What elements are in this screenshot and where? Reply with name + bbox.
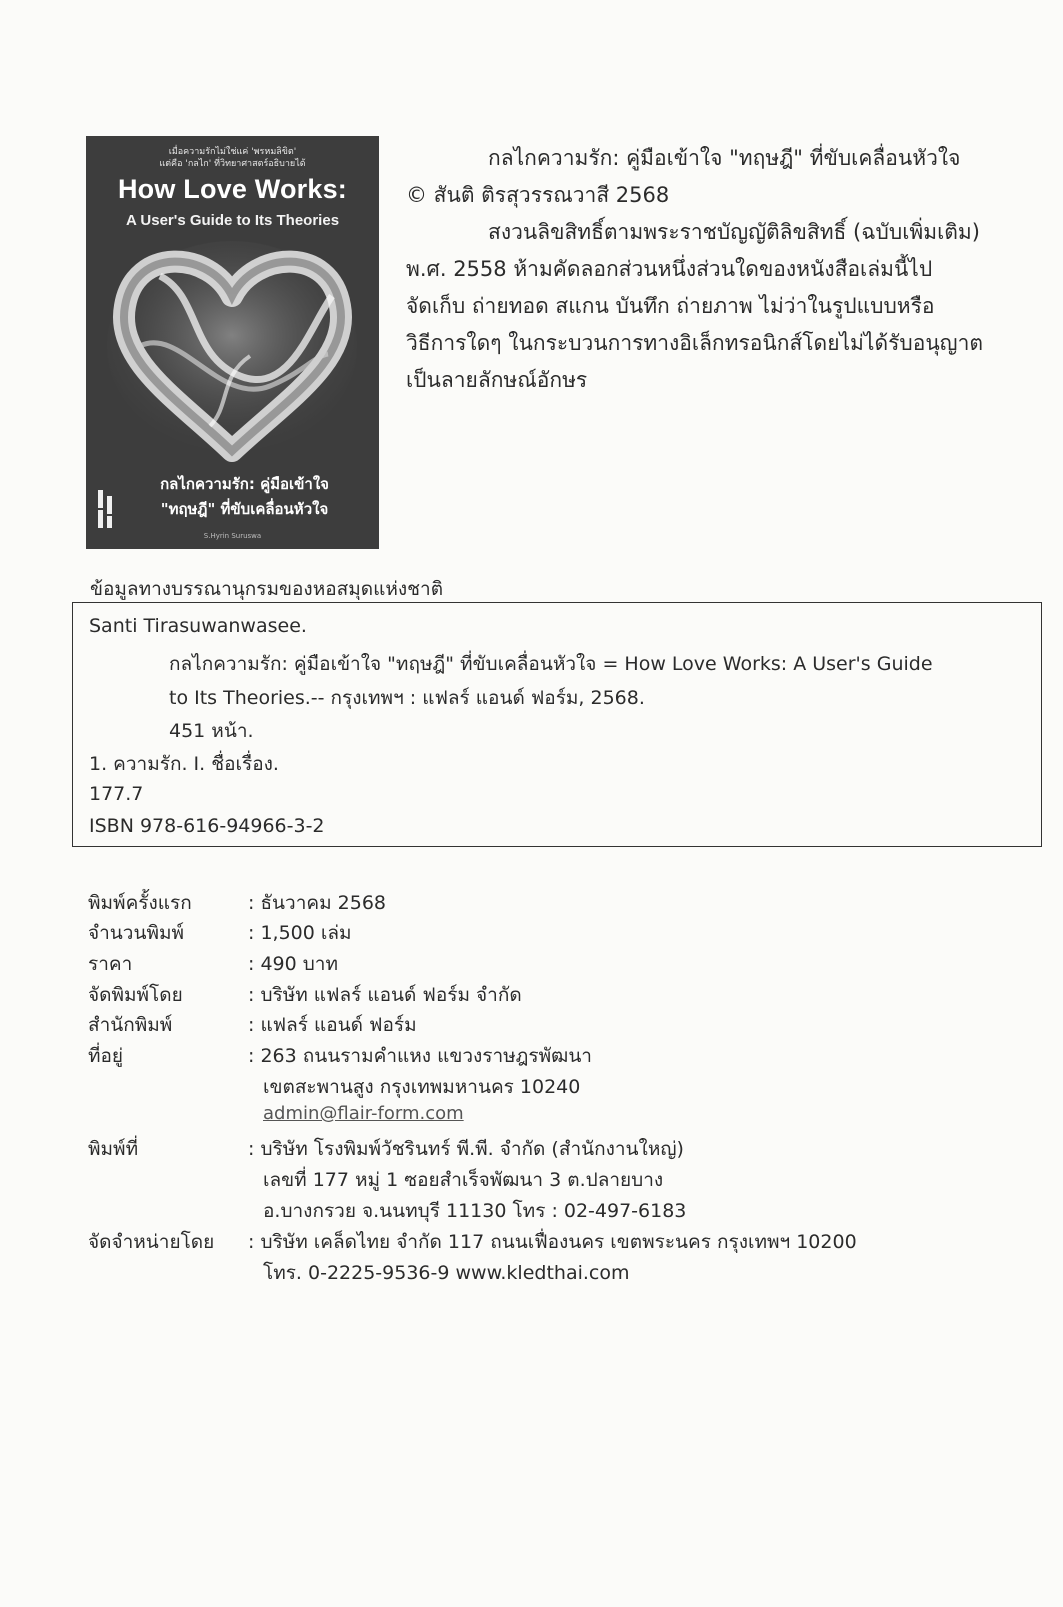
imprint-value: : แฟลร์ แอนด์ ฟอร์ม: [248, 1014, 417, 1036]
cip-pages: 451 หน้า.: [169, 720, 254, 742]
copyright-book-title: กลไกความรัก: คู่มือเข้าใจ "ทฤษฎี" ที่ขับเคลื่อนหัวใจ: [488, 146, 961, 170]
copyright-text-line: พ.ศ. 2558 ห้ามคัดลอกส่วนหนึ่งส่วนใดของหนังสือเล่มนี้ไป: [406, 257, 933, 281]
address-value-line-1: : 263 ถนนรามคำแหง แขวงราษฎรพัฒนา: [248, 1045, 592, 1067]
price-value: : 490 บาท: [248, 953, 338, 975]
copyright-text-line: วิธีการใดๆ ในกระบวนการทางอิเล็กทรอนิกส์โดยไม่ได้รับอนุญาต: [406, 331, 983, 355]
cip-classification: 177.7: [89, 783, 144, 805]
printer-value-line-3: อ.บางกรวย จ.นนทบุรี 11130 โทร : 02-497-6183: [263, 1200, 687, 1222]
cip-title-line-2: to Its Theories.-- กรุงเทพฯ : แฟลร์ แอนด์ ฟอร์ม, 2568.: [169, 687, 645, 709]
book-cover-image: [86, 136, 379, 549]
first-print-value: : ธันวาคม 2568: [248, 892, 386, 914]
cip-isbn: ISBN 978-616-94966-3-2: [89, 815, 325, 837]
printer-value-line-2: เลขที่ 177 หมู่ 1 ซอยสำเร็จพัฒนา 3 ต.ปลายบาง: [263, 1169, 664, 1191]
email-link[interactable]: admin@flair-form.com: [263, 1103, 464, 1124]
publisher-by-label: จัดพิมพ์โดย: [88, 984, 183, 1006]
publisher-by-value: : บริษัท แฟลร์ แอนด์ ฟอร์ม จำกัด: [248, 984, 522, 1006]
printer-value-line-1: : บริษัท โรงพิมพ์วัชรินทร์ พี.พี. จำกัด (สำนักงานใหญ่): [248, 1138, 684, 1160]
cip-heading: ข้อมูลทางบรรณานุกรมของหอสมุดแห่งชาติ: [90, 578, 444, 600]
copyright-statement: [406, 140, 1018, 399]
copyright-text-line: สงวนลิขสิทธิ์ตามพระราชบัญญัติลิขสิทธิ์ (ฉบับเพิ่มเติม): [488, 220, 980, 244]
copies-value: : 1,500 เล่ม: [248, 922, 352, 944]
address-label: ที่อยู่: [88, 1045, 124, 1067]
cover-thai-title-line-2: "ทฤษฎี" ที่ขับเคลื่อนหัวใจ: [160, 500, 329, 518]
cover-title: How Love Works:: [117, 174, 348, 204]
copyright-text-line: จัดเก็บ ถ่ายทอด สแกน บันทึก ถ่ายภาพ ไม่ว่าในรูปแบบหรือ: [406, 294, 935, 318]
cover-author: S.Hyrin Suruswa: [203, 532, 262, 540]
cover-tagline-line-2: แต่คือ 'กลไก' ที่วิทยาศาสตร์อธิบายได้: [159, 159, 306, 169]
cip-author: Santi Tirasuwanwasee.: [89, 615, 307, 637]
printer-label: พิมพ์ที่: [88, 1138, 139, 1160]
price-label: ราคา: [88, 953, 133, 975]
imprint-label: สำนักพิมพ์: [88, 1014, 173, 1036]
address-value-line-2: เขตสะพานสูง กรุงเทพมหานคร 10240: [263, 1076, 581, 1098]
copies-label: จำนวนพิมพ์: [88, 922, 185, 944]
copyright-holder: © สันติ ติรสุวรรณวาสี 2568: [406, 183, 670, 207]
cip-title-line-1: กลไกความรัก: คู่มือเข้าใจ "ทฤษฎี" ที่ขับเคลื่อนหัวใจ = How Love Works: A User's Guide: [169, 653, 933, 675]
cover-subtitle: A User's Guide to Its Theories: [125, 212, 340, 229]
copyright-text-line: เป็นลายลักษณ์อักษร: [406, 368, 588, 392]
first-print-label: พิมพ์ครั้งแรก: [88, 892, 192, 914]
cover-tagline-line-1: เมื่อความรักไม่ใช่แค่ 'พรหมลิขิต': [168, 147, 297, 157]
cover-tagline: [86, 146, 379, 170]
cip-subject: 1. ความรัก. I. ชื่อเรื่อง.: [89, 753, 279, 775]
cover-thai-title-line-1: กลไกความรัก: คู่มือเข้าใจ: [160, 475, 329, 493]
distributor-value-line-1: : บริษัท เคล็ดไทย จำกัด 117 ถนนเฟื่องนคร เขตพระนคร กรุงเทพฯ 10200: [248, 1231, 857, 1253]
distributor-value-line-2: โทร. 0-2225-9536-9 www.kledthai.com: [263, 1262, 630, 1284]
distributor-label: จัดจำหน่ายโดย: [88, 1231, 215, 1253]
glass-heart-icon: [100, 236, 365, 466]
cip-record-box: [72, 602, 1042, 847]
cover-thai-title: [114, 472, 375, 522]
